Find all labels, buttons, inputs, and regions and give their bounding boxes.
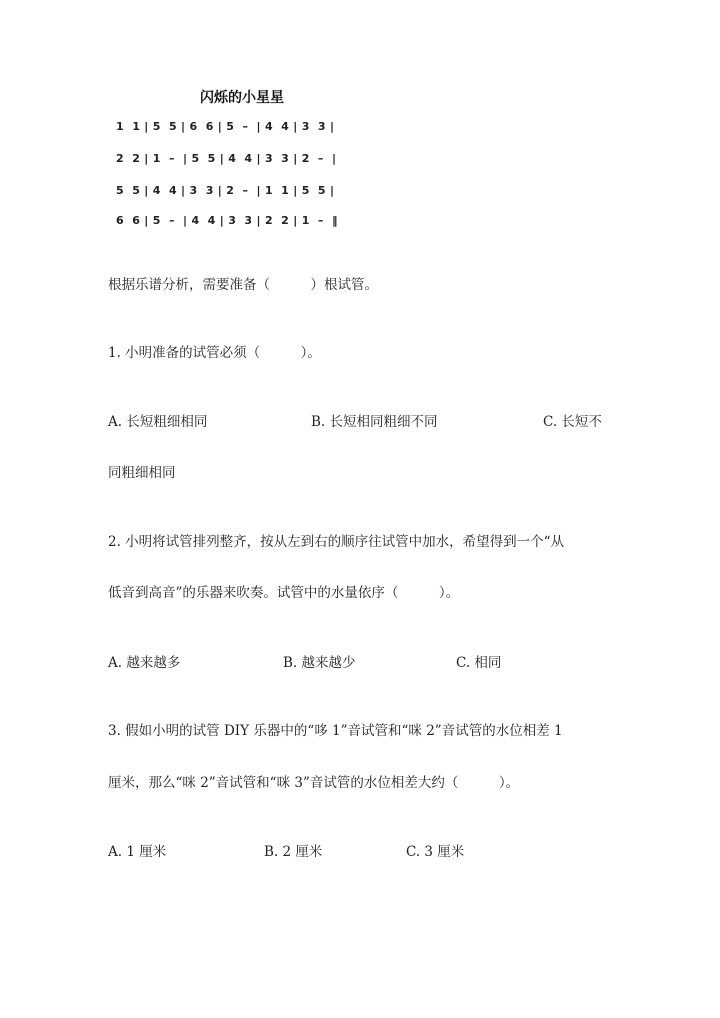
score-line-2: 2 2 | 1 – | 5 5 | 4 4 | 3 3 | 2 – | <box>116 152 337 165</box>
question-3-stem-line-2: 厘米，那么“咪 2”音试管和“咪 3”音试管的水位相差大约（ ）。 <box>108 775 520 791</box>
question-2-stem-line-2: 低音到高音”的乐器来吹奏。试管中的水量依序（ ）。 <box>108 585 460 601</box>
question-1-option-c: C. 长短不 <box>543 414 602 430</box>
question-1-stem: 1. 小明准备的试管必须（ ）。 <box>108 345 321 361</box>
question-1-option-a: A. 长短粗细相同 <box>108 414 208 430</box>
question-3-option-b: B. 2 厘米 <box>264 844 323 860</box>
question-1-option-c-continued: 同粗细相同 <box>108 465 176 481</box>
question-2-stem-line-1: 2. 小明将试管排列整齐，按从左到右的顺序往试管中加水，希望得到一个“从 <box>108 534 565 550</box>
question-3-stem-line-1: 3. 假如小明的试管 DIY 乐器中的“哆 1”音试管和“咪 2”音试管的水位相差 1 <box>108 723 563 739</box>
question-3-option-a: A. 1 厘米 <box>108 844 167 860</box>
question-2-option-c: C. 相同 <box>456 655 502 671</box>
song-title: 闪烁的小星星 <box>200 90 284 106</box>
question-2-option-b: B. 越来越少 <box>283 655 356 671</box>
question-2-option-a: A. 越来越多 <box>108 655 181 671</box>
question-1-option-b: B. 长短相同粗细不同 <box>311 414 438 430</box>
score-line-3: 5 5 | 4 4 | 3 3 | 2 – | 1 1 | 5 5 | <box>116 184 335 197</box>
question-3-option-c: C. 3 厘米 <box>406 844 465 860</box>
score-line-1: 1 1 | 5 5 | 6 6 | 5 – | 4 4 | 3 3 | <box>116 120 335 133</box>
intro-question: 根据乐谱分析，需要准备（ ）根试管。 <box>108 277 378 293</box>
score-line-4: 6 6 | 5 – | 4 4 | 3 3 | 2 2 | 1 – ‖ <box>116 214 338 227</box>
